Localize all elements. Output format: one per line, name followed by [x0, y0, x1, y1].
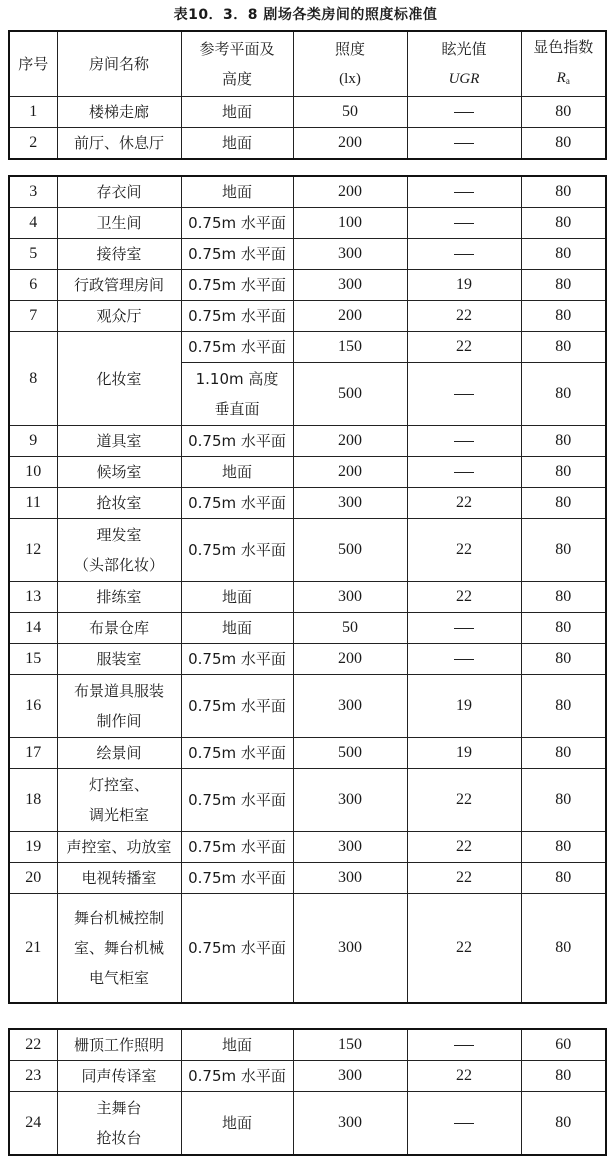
color-rendering-ra: 80 — [521, 457, 606, 488]
room-name — [57, 769, 181, 832]
dash-mark — [454, 112, 474, 113]
reference-plane-line: 0.75m 水平面 — [188, 791, 286, 809]
table-row — [9, 582, 606, 613]
color-rendering-ra: 80 — [521, 519, 606, 582]
glare-ugr: 22 — [407, 863, 521, 894]
table-row — [9, 128, 606, 160]
room-name-line: 声控室、功放室 — [66, 838, 172, 856]
reference-plane — [181, 457, 293, 488]
header-plane — [181, 31, 293, 97]
color-rendering-ra: 80 — [521, 270, 606, 301]
illuminance-lux: 300 — [293, 488, 407, 519]
color-rendering-ra: 80 — [521, 644, 606, 675]
reference-plane-line: 地面 — [221, 588, 252, 606]
color-rendering-ra: 80 — [521, 613, 606, 644]
color-rendering-ra: 80 — [521, 176, 606, 208]
reference-plane — [181, 582, 293, 613]
color-rendering-ra: 80 — [521, 832, 606, 863]
header-ugr-line2: UGR — [448, 71, 480, 87]
table-row — [9, 738, 606, 769]
room-name-line: 室、舞台机械 — [73, 939, 164, 957]
reference-plane — [181, 644, 293, 675]
reference-plane — [181, 128, 293, 160]
header-row — [9, 31, 606, 97]
reference-plane-line: 0.75m 水平面 — [188, 541, 286, 559]
header-ra — [521, 31, 606, 97]
reference-plane — [181, 1061, 293, 1092]
room-name-line: 同声传译室 — [81, 1067, 157, 1085]
room-name-line: 舞台机械控制 — [73, 909, 164, 927]
glare-ugr: 22 — [407, 769, 521, 832]
room-name-line: 化妆室 — [96, 369, 142, 388]
seg3-body — [9, 1029, 606, 1155]
room-name-line: 接待室 — [96, 245, 142, 263]
room-name — [57, 675, 181, 738]
row-index: 4 — [9, 208, 57, 239]
table-row — [9, 1061, 606, 1092]
reference-plane-line: 0.75m 水平面 — [188, 432, 286, 450]
illuminance-lux: 200 — [293, 426, 407, 457]
illuminance-table-part-3 — [8, 1028, 607, 1156]
dash-mark — [454, 441, 474, 442]
glare-ugr: 22 — [407, 582, 521, 613]
reference-plane-line: 0.75m 水平面 — [188, 650, 286, 668]
row-index: 9 — [9, 426, 57, 457]
illuminance-lux: 300 — [293, 1061, 407, 1092]
dash-mark — [454, 472, 474, 473]
illuminance-lux: 300 — [293, 769, 407, 832]
table-row — [9, 270, 606, 301]
room-name-line: 灯控室、 — [88, 776, 149, 794]
row-index: 7 — [9, 301, 57, 332]
header-lux-line1: 照度 — [334, 40, 365, 58]
illuminance-lux: 150 — [293, 1029, 407, 1061]
illuminance-lux: 300 — [293, 239, 407, 270]
reference-plane-line: 地面 — [221, 183, 252, 201]
glare-ugr: 22 — [407, 519, 521, 582]
room-name — [57, 332, 181, 426]
room-name — [57, 519, 181, 582]
glare-ugr: 22 — [407, 488, 521, 519]
room-name — [57, 426, 181, 457]
reference-plane — [181, 426, 293, 457]
room-name-line: （头部化妆） — [73, 556, 164, 574]
room-name-line: 前厅、休息厅 — [73, 134, 164, 152]
illuminance-lux: 300 — [293, 1092, 407, 1156]
illuminance-lux: 300 — [293, 832, 407, 863]
room-name — [57, 894, 181, 1004]
illuminance-lux: 300 — [293, 582, 407, 613]
illuminance-lux: 200 — [293, 644, 407, 675]
table-row — [9, 644, 606, 675]
room-name-line: 卫生间 — [96, 214, 142, 232]
table-row — [9, 1029, 606, 1061]
reference-plane-line: 地面 — [221, 619, 252, 637]
color-rendering-ra: 60 — [521, 1029, 606, 1061]
header-lux — [293, 31, 407, 97]
room-name-line: 电视转播室 — [81, 869, 157, 887]
dash-mark — [454, 223, 474, 224]
illuminance-lux: 500 — [293, 519, 407, 582]
dash-mark — [454, 1123, 474, 1124]
header-ra-line1: 显色指数 — [533, 38, 594, 56]
room-name — [57, 270, 181, 301]
room-name-line: 楼梯走廊 — [88, 103, 149, 121]
color-rendering-ra: 80 — [521, 1061, 606, 1092]
illuminance-lux: 150 — [293, 332, 407, 363]
dash-mark — [454, 143, 474, 144]
row-index: 10 — [9, 457, 57, 488]
reference-plane — [181, 97, 293, 128]
reference-plane — [181, 675, 293, 738]
room-name — [57, 613, 181, 644]
reference-plane — [181, 894, 293, 1004]
illuminance-lux: 300 — [293, 270, 407, 301]
table-row — [9, 613, 606, 644]
row-index: 17 — [9, 738, 57, 769]
reference-plane-line: 0.75m 水平面 — [188, 494, 286, 512]
table-row — [9, 863, 606, 894]
illuminance-lux: 50 — [293, 613, 407, 644]
room-name — [57, 1029, 181, 1061]
room-name — [57, 239, 181, 270]
reference-plane — [181, 519, 293, 582]
header-room: 房间名称 — [57, 31, 181, 97]
reference-plane — [181, 488, 293, 519]
dash-mark — [454, 1045, 474, 1046]
illuminance-lux: 200 — [293, 301, 407, 332]
room-name — [57, 208, 181, 239]
color-rendering-ra: 80 — [521, 894, 606, 1004]
table-row — [9, 426, 606, 457]
room-name-line: 行政管理房间 — [73, 276, 164, 294]
room-name-line: 抢妆室 — [96, 494, 142, 512]
reference-plane-line: 地面 — [221, 134, 252, 152]
color-rendering-ra: 80 — [521, 239, 606, 270]
reference-plane — [181, 332, 293, 363]
row-index: 5 — [9, 239, 57, 270]
row-index: 13 — [9, 582, 57, 613]
glare-ugr: 22 — [407, 301, 521, 332]
row-index: 12 — [9, 519, 57, 582]
room-name — [57, 1092, 181, 1156]
room-name — [57, 97, 181, 128]
illuminance-lux: 300 — [293, 863, 407, 894]
dash-mark — [454, 659, 474, 660]
glare-ugr — [407, 128, 521, 160]
reference-plane — [181, 176, 293, 208]
room-name-line: 候场室 — [96, 463, 142, 481]
reference-plane-line: 0.75m 水平面 — [188, 214, 286, 232]
room-name-line: 主舞台 — [96, 1099, 142, 1117]
table-row — [9, 1092, 606, 1156]
table-row — [9, 332, 606, 363]
header-ugr-line1: 眩光值 — [441, 40, 487, 58]
row-index: 21 — [9, 894, 57, 1004]
dash-mark — [454, 394, 474, 395]
reference-plane-line: 0.75m 水平面 — [188, 869, 286, 887]
row-index: 15 — [9, 644, 57, 675]
reference-plane — [181, 769, 293, 832]
glare-ugr — [407, 644, 521, 675]
color-rendering-ra: 80 — [521, 208, 606, 239]
color-rendering-ra: 80 — [521, 128, 606, 160]
room-name — [57, 128, 181, 160]
color-rendering-ra: 80 — [521, 582, 606, 613]
illuminance-lux: 300 — [293, 894, 407, 1004]
dash-mark — [454, 628, 474, 629]
illuminance-lux: 300 — [293, 675, 407, 738]
table-row — [9, 301, 606, 332]
header-index: 序号 — [9, 31, 57, 97]
glare-ugr: 22 — [407, 894, 521, 1004]
reference-plane-line: 0.75m 水平面 — [188, 1067, 286, 1085]
room-name-line: 存衣间 — [96, 183, 142, 201]
color-rendering-ra: 80 — [521, 301, 606, 332]
header-ra-subscript: a — [565, 76, 570, 86]
illuminance-lux: 200 — [293, 457, 407, 488]
room-name — [57, 457, 181, 488]
table-row — [9, 488, 606, 519]
table-row — [9, 894, 606, 1004]
glare-ugr — [407, 239, 521, 270]
room-name-line: 栅顶工作照明 — [73, 1036, 164, 1054]
reference-plane — [181, 613, 293, 644]
row-index: 23 — [9, 1061, 57, 1092]
reference-plane — [181, 363, 293, 426]
glare-ugr — [407, 613, 521, 644]
illuminance-lux: 100 — [293, 208, 407, 239]
table-row — [9, 176, 606, 208]
color-rendering-ra: 80 — [521, 675, 606, 738]
reference-plane — [181, 738, 293, 769]
table-row — [9, 457, 606, 488]
room-name — [57, 488, 181, 519]
reference-plane-line: 垂直面 — [214, 400, 260, 418]
header-lux-line2: (lx) — [339, 71, 361, 87]
row-index: 6 — [9, 270, 57, 301]
room-name-line: 理发室 — [96, 526, 142, 544]
row-index: 14 — [9, 613, 57, 644]
row-index: 2 — [9, 128, 57, 160]
table-row — [9, 519, 606, 582]
color-rendering-ra: 80 — [521, 738, 606, 769]
illuminance-lux: 50 — [293, 97, 407, 128]
reference-plane-line: 地面 — [221, 1114, 252, 1132]
illuminance-table-part-1 — [8, 30, 607, 160]
glare-ugr — [407, 457, 521, 488]
color-rendering-ra: 80 — [521, 426, 606, 457]
reference-plane-line: 地面 — [221, 463, 252, 481]
color-rendering-ra: 80 — [521, 363, 606, 426]
row-index: 1 — [9, 97, 57, 128]
seg1-body — [9, 97, 606, 160]
reference-plane-line: 0.75m 水平面 — [188, 838, 286, 856]
color-rendering-ra: 80 — [521, 1092, 606, 1156]
row-index: 3 — [9, 176, 57, 208]
illuminance-table-part-2 — [8, 175, 607, 1004]
table-row — [9, 769, 606, 832]
row-index: 18 — [9, 769, 57, 832]
row-index: 16 — [9, 675, 57, 738]
row-index: 19 — [9, 832, 57, 863]
glare-ugr: 22 — [407, 332, 521, 363]
reference-plane — [181, 832, 293, 863]
reference-plane — [181, 270, 293, 301]
room-name — [57, 832, 181, 863]
room-name-line: 绘景间 — [96, 744, 142, 762]
room-name-line: 观众厅 — [96, 307, 142, 325]
glare-ugr — [407, 426, 521, 457]
room-name-line: 服装室 — [96, 650, 142, 668]
table-row — [9, 239, 606, 270]
dash-mark — [454, 192, 474, 193]
room-name-line: 调光柜室 — [88, 806, 149, 824]
room-name — [57, 863, 181, 894]
row-index: 20 — [9, 863, 57, 894]
room-name-line: 道具室 — [96, 432, 142, 450]
header-plane-line2: 高度 — [221, 70, 252, 88]
table-title: 表10．3．8 剧场各类房间的照度标准值 — [173, 7, 438, 23]
reference-plane-line: 0.75m 水平面 — [188, 697, 286, 715]
glare-ugr: 19 — [407, 270, 521, 301]
reference-plane-line: 1.10m 高度 — [195, 370, 279, 388]
glare-ugr — [407, 1029, 521, 1061]
glare-ugr — [407, 363, 521, 426]
table-row — [9, 208, 606, 239]
glare-ugr: 19 — [407, 675, 521, 738]
reference-plane — [181, 239, 293, 270]
color-rendering-ra: 80 — [521, 769, 606, 832]
room-name — [57, 738, 181, 769]
glare-ugr: 22 — [407, 1061, 521, 1092]
reference-plane — [181, 208, 293, 239]
color-rendering-ra: 80 — [521, 488, 606, 519]
glare-ugr — [407, 1092, 521, 1156]
reference-plane-line: 0.75m 水平面 — [188, 245, 286, 263]
reference-plane-line: 0.75m 水平面 — [188, 338, 286, 356]
glare-ugr — [407, 176, 521, 208]
seg2-body — [9, 176, 606, 1003]
row-index: 24 — [9, 1092, 57, 1156]
table-row — [9, 832, 606, 863]
reference-plane-line: 0.75m 水平面 — [188, 276, 286, 294]
header-plane-line1: 参考平面及 — [199, 40, 275, 58]
room-name — [57, 301, 181, 332]
room-name-line: 制作间 — [96, 712, 142, 730]
room-name — [57, 176, 181, 208]
reference-plane-line: 0.75m 水平面 — [188, 744, 286, 762]
room-name-line: 电气柜室 — [88, 969, 149, 987]
color-rendering-ra: 80 — [521, 332, 606, 363]
reference-plane-line: 地面 — [221, 1036, 252, 1054]
glare-ugr: 22 — [407, 832, 521, 863]
color-rendering-ra: 80 — [521, 863, 606, 894]
row-index: 8 — [9, 332, 57, 426]
reference-plane-line: 0.75m 水平面 — [188, 307, 286, 325]
room-name — [57, 582, 181, 613]
glare-ugr — [407, 208, 521, 239]
row-index: 22 — [9, 1029, 57, 1061]
room-name-line: 布景仓库 — [88, 619, 149, 637]
room-name-line: 抢妆台 — [96, 1129, 142, 1147]
header-ra-symbol: R — [556, 70, 566, 86]
header-ugr — [407, 31, 521, 97]
reference-plane — [181, 301, 293, 332]
illuminance-lux: 200 — [293, 128, 407, 160]
table-row — [9, 97, 606, 128]
glare-ugr — [407, 97, 521, 128]
illuminance-lux: 200 — [293, 176, 407, 208]
dash-mark — [454, 254, 474, 255]
reference-plane-line: 0.75m 水平面 — [188, 939, 286, 957]
glare-ugr: 19 — [407, 738, 521, 769]
illuminance-lux: 500 — [293, 363, 407, 426]
room-name-line: 排练室 — [96, 588, 142, 606]
illuminance-lux: 500 — [293, 738, 407, 769]
room-name — [57, 644, 181, 675]
table-row — [9, 675, 606, 738]
reference-plane — [181, 1092, 293, 1156]
reference-plane — [181, 1029, 293, 1061]
room-name-line: 布景道具服装 — [73, 682, 164, 700]
reference-plane — [181, 863, 293, 894]
color-rendering-ra: 80 — [521, 97, 606, 128]
room-name — [57, 1061, 181, 1092]
row-index: 11 — [9, 488, 57, 519]
reference-plane-line: 地面 — [221, 103, 252, 121]
